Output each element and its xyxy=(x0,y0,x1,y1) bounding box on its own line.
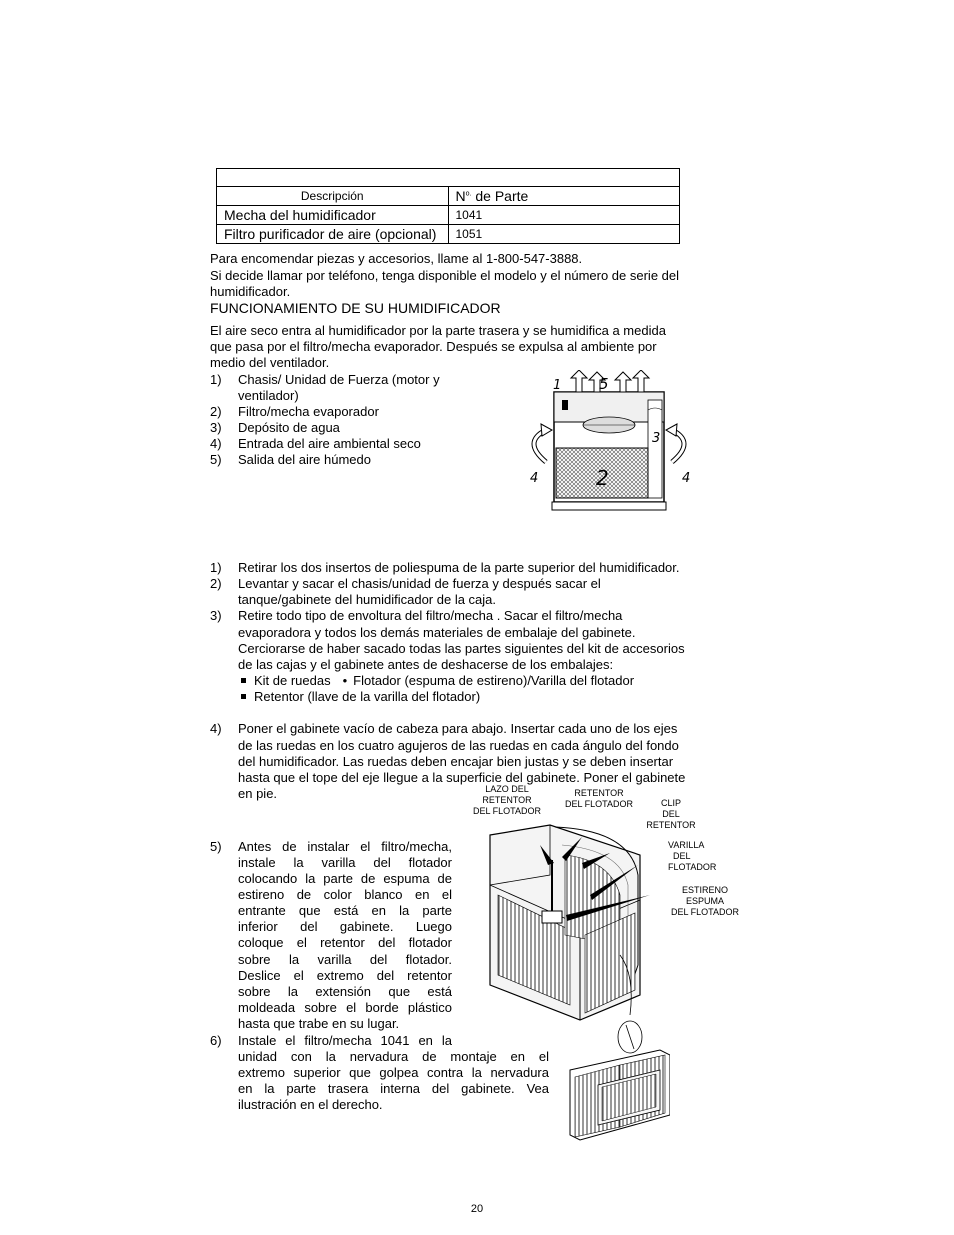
component-number: 5) xyxy=(210,452,222,467)
operation-heading: FUNCIONAMIENTO DE SU HUMIDIFICADOR xyxy=(210,300,501,316)
step-text: tanque/gabinete del humidificador de la caja. xyxy=(238,592,497,607)
diagram-label-4-right: 4 xyxy=(682,471,691,486)
component-number: 4) xyxy=(210,436,222,451)
kit-item: Kit de ruedas xyxy=(254,673,331,688)
step-text: de las cajas y el gabinete antes de deshacerse de los embalajes: xyxy=(238,657,614,672)
step-text: Antes de instalar el filtro/mecha, xyxy=(238,839,452,854)
page-number: 20 xyxy=(470,1203,484,1215)
step-text: inferior del gabinete. Luego xyxy=(238,919,452,934)
step-number: 4) xyxy=(210,721,222,736)
step-text: estireno de color blanco en el xyxy=(238,887,452,902)
order-info-line-2: Si decide llamar por teléfono, tenga disponible el modelo y el número de serie del xyxy=(210,268,680,283)
operation-paragraph-line: El aire seco entra al humidificador por la parte trasera y se humidifica a medida xyxy=(210,323,666,338)
table-row xyxy=(217,206,680,225)
table-row xyxy=(217,225,680,244)
step-number: 1) xyxy=(210,560,222,575)
kit-item: Retentor (llave de la varilla del flotador) xyxy=(254,689,481,704)
step-text: del humidificador. Las ruedas deben encajar bien justas y se deben insertar xyxy=(238,754,674,769)
step-number: 5) xyxy=(210,839,222,854)
kit-list-row xyxy=(238,689,480,705)
step-text: Cerciorarse de haber sacado todas las partes siguientes del kit de accesorios xyxy=(238,641,685,656)
part-number: 1051 xyxy=(448,225,680,244)
step-text: Retire todo tipo de envoltura del filtro/mecha . Sacar el filtro/mecha xyxy=(238,608,623,623)
step-text: de las ruedas en los cuatro agujeros de las ruedas en cada ángulo del fondo xyxy=(238,738,679,753)
operation-paragraph-line: medio del ventilador. xyxy=(210,355,330,370)
diagram-label-1: 1 xyxy=(553,378,562,393)
component-label: Depósito de agua xyxy=(238,420,340,435)
callout-lazo-retentor: LAZO DEL RETENTOR DEL FLOTADOR xyxy=(472,784,541,816)
bullet-dot-icon: • xyxy=(342,673,348,688)
step-text: Poner el gabinete vacío de cabeza para abajo. Insertar cada uno de los ejes xyxy=(238,721,678,736)
parts-table xyxy=(216,168,680,244)
component-label: Filtro/mecha evaporador xyxy=(238,404,379,419)
step-text: en pie. xyxy=(238,786,278,801)
step-number: 2) xyxy=(210,576,222,591)
step-text: hasta que el tope del eje llegue a la superficie del gabinete. Poner el gabinete xyxy=(238,770,686,785)
step-text: extremo superior que golpea contra la nervadura xyxy=(238,1065,549,1080)
component-label: Chasis/ Unidad de Fuerza (motor y xyxy=(238,372,440,387)
step-text: colocando la parte de espuma de xyxy=(238,871,452,886)
step-number: 3) xyxy=(210,608,222,623)
component-label: Entrada del aire ambiental seco xyxy=(238,436,421,451)
step-text: ilustración en el derecho. xyxy=(238,1097,383,1112)
step-text: entrante que está en la parte xyxy=(238,903,452,918)
diagram-label-4-left: 4 xyxy=(530,471,539,486)
part-description: Filtro purificador de aire (opcional) xyxy=(217,225,449,244)
humidifier-airflow-diagram xyxy=(516,370,706,515)
callout-retentor-flotador: RETENTOR DEL FLOTADOR xyxy=(564,788,633,809)
callout-clip-retentor: CLIP DEL RETENTOR xyxy=(646,798,696,830)
component-label: ventilador) xyxy=(238,388,299,403)
kit-list-row xyxy=(238,673,634,689)
component-number: 3) xyxy=(210,420,222,435)
order-info-line-3: humidificador. xyxy=(210,284,291,299)
step-number: 6) xyxy=(210,1033,222,1048)
col-part-number-header: $N^{o.}$ de Parte xyxy=(448,187,680,206)
order-info-line-1: Para encomendar piezas y accesorios, llame al 1-800-547-3888. xyxy=(210,251,583,266)
component-number: 2) xyxy=(210,404,222,419)
part-number: 1041 xyxy=(448,206,680,225)
diagram-label-2: 2 xyxy=(596,466,609,490)
step-text: instale la varilla del flotador xyxy=(238,855,452,870)
callout-estireno-espuma: ESTIRENO ESPUMA DEL FLOTADOR xyxy=(670,885,739,917)
bullet-icon xyxy=(241,678,246,683)
callout-varilla-flotador: VARILLA DEL FLOTADOR xyxy=(668,840,717,872)
step-text: Deslice el extremo del retentor xyxy=(238,968,452,983)
step-text: sobre la extensión que está xyxy=(238,984,452,999)
diagram-label-5: 5 xyxy=(599,375,609,393)
step-text: Instale el filtro/mecha 1041 en la xyxy=(238,1033,452,1048)
table-header-row xyxy=(217,187,680,206)
step-text: Levantar y sacar el chasis/unidad de fuerza y después sacar el xyxy=(238,576,601,591)
step-text: evaporadora y todos los demás materiales de embalaje del gabinete. xyxy=(238,625,636,640)
step-text: unidad con la nervadura de montaje en el xyxy=(238,1049,549,1064)
step-text: sobre la varilla del flotador. xyxy=(238,952,452,967)
component-number: 1) xyxy=(210,372,222,387)
step-text: Retirar los dos insertos de poliespuma de la parte superior del humidificador. xyxy=(238,560,680,575)
cabinet-assembly-diagram xyxy=(470,815,670,1160)
table-title-row xyxy=(217,169,680,187)
component-label: Salida del aire húmedo xyxy=(238,452,371,467)
step-text: moldeada sobre el borde plástico xyxy=(238,1000,452,1015)
operation-paragraph-line: que pasa por el filtro/mecha evaporador. Después se expulsa al ambiente por xyxy=(210,339,657,354)
bullet-icon xyxy=(241,694,246,699)
step-text: hasta que trabe en su lugar. xyxy=(238,1016,400,1031)
step-text: en la parte trasera interna del gabinete. Vea xyxy=(238,1081,549,1096)
step-text: coloque el retentor del flotador xyxy=(238,935,452,950)
part-description: Mecha del humidificador xyxy=(217,206,449,225)
col-description-header: Descripción xyxy=(217,187,449,206)
kit-item: Flotador (espuma de estireno)/Varilla del flotador xyxy=(353,673,635,688)
diagram-label-3: 3 xyxy=(652,431,661,446)
